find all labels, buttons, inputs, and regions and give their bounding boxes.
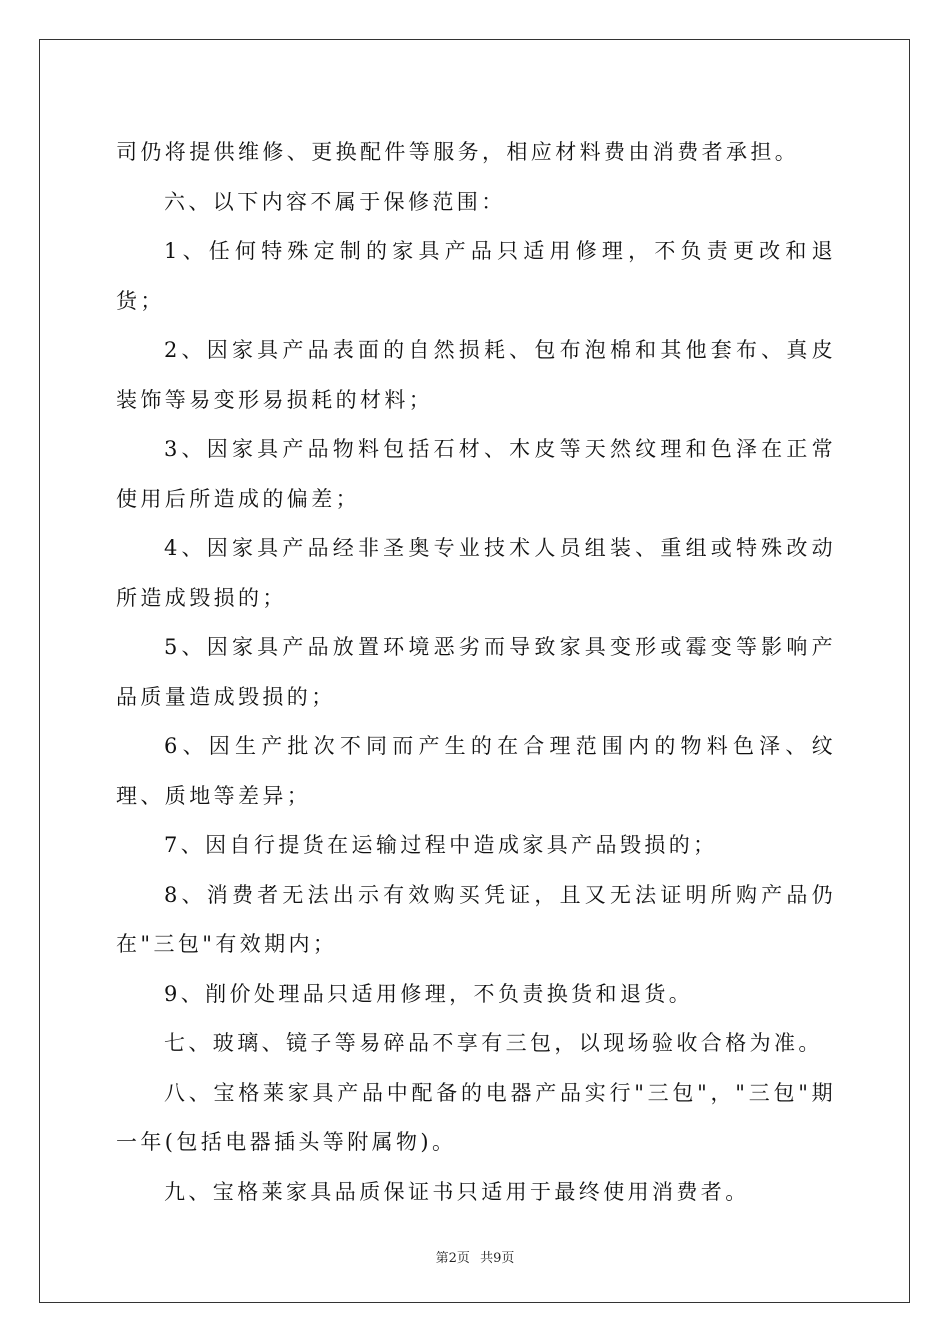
section-heading-6: 六、以下内容不属于保修范围： [164, 189, 506, 214]
section-8: 八、宝格莱家具产品中配备的电器产品实行"三包"，"三包"期一年(包括电器插头等附属物)。 [116, 1080, 836, 1154]
section-7: 七、玻璃、镜子等易碎品不享有三包，以现场验收合格为准。 [164, 1031, 823, 1055]
paragraph-continuation: 司仍将提供维修、更换配件等服务，相应材料费由消费者承担。 [116, 140, 800, 164]
list-item-5: 5、因家具产品放置环境恶劣而导致家具变形或霉变等影响产品质量造成毁损的； [116, 635, 836, 709]
list-item-1: 1、任何特殊定制的家具产品只适用修理，不负责更改和退货； [116, 239, 836, 313]
list-item-4: 4、因家具产品经非圣奥专业技术人员组装、重组或特殊改动所造成毁损的； [116, 536, 836, 610]
document-body [116, 128, 836, 1217]
page-total: 共9页 [480, 1251, 515, 1266]
list-item-2: 2、因家具产品表面的自然损耗、包布泡棉和其他套布、真皮装饰等易变形易损耗的材料； [116, 338, 836, 412]
list-item-8: 8、消费者无法出示有效购买凭证，且又无法证明所购产品仍在"三包"有效期内； [116, 882, 836, 956]
page-footer [0, 1247, 950, 1266]
list-item-9: 9、削价处理品只适用修理，不负责换货和退货。 [164, 981, 694, 1006]
list-item-3: 3、因家具产品物料包括石材、木皮等天然纹理和色泽在正常使用后所造成的偏差； [116, 437, 836, 511]
section-9: 九、宝格莱家具品质保证书只适用于最终使用消费者。 [164, 1179, 750, 1204]
page-number: 第2页 [435, 1251, 470, 1266]
list-item-6: 6、因生产批次不同而产生的在合理范围内的物料色泽、纹理、质地等差异； [116, 734, 836, 808]
list-item-7: 7、因自行提货在运输过程中造成家具产品毁损的； [164, 833, 718, 857]
